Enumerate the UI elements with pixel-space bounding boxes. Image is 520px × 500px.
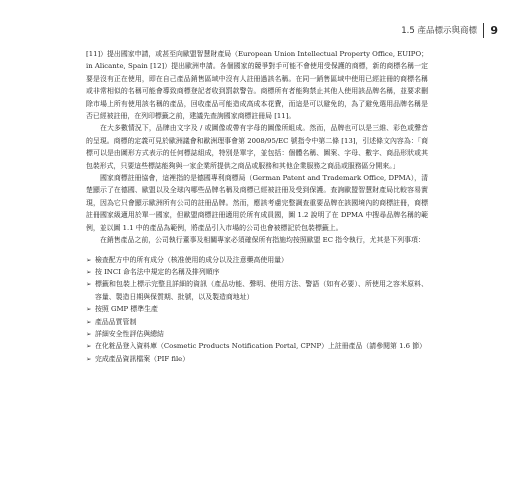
list-item-text: 詳細安全性評估與總結 (95, 329, 164, 338)
arrow-bullet-icon: ➢ (86, 255, 92, 264)
paragraph-4: 在銷售產品之前，公司執行董事及相關專家必須確保所有指施均按照歐盟 EC 指令執行，尤其是下列事項： (100, 236, 425, 245)
list-item (86, 340, 428, 352)
requirements-checklist (86, 254, 428, 366)
list-item-text: 完成產品資訊檔案（PIF file） (95, 354, 190, 363)
header-divider (483, 23, 484, 38)
list-item (86, 254, 428, 266)
list-item (86, 328, 428, 340)
list-item-text: 產品品質管制 (95, 317, 137, 326)
arrow-bullet-icon: ➢ (86, 342, 92, 351)
paragraph-1: [11]）提出國家申請，或甚至向歐盟智慧財產局（European Union Intellectual Property Office, EUIPO；in Alicante, Spain [12]）提出歐洲申請。各個國家的競爭對手可能不會使用受保護的商標，新的商標名稱一定要是沒有正在使用，即在自己產品銷售區域中沒有人註冊過該名稱。在同一銷售區域中使用已經註冊的商標名稱或非常相似的名稱可能會導致商標登記者收到罰款警告。商標所有者能夠禁止其他人使用該品牌名稱，並要求刪除市場上所有使用該名稱的產品，回收產品可能造成高成本花費，而這是可以避免的，為了避免選用品牌名稱是否已經被註冊，在列印標籤之前，建議先查詢國家商標註冊局 [11]。 (86, 50, 428, 121)
arrow-bullet-icon: ➢ (86, 329, 92, 338)
arrow-bullet-icon: ➢ (86, 267, 92, 276)
running-header (401, 20, 498, 40)
arrow-bullet-icon: ➢ (86, 354, 92, 363)
list-item-text: 按 INCI 命名法中規定的名稱及排列順序 (95, 267, 220, 276)
list-item (86, 278, 428, 303)
paragraph-3: 國家商標註冊協會，這裡指的是德國專利商標局（German Patent and Trademark Office, DPMA），清楚顯示了在德國、歐盟以及全球內哪些品牌名稱及商標已經被註冊及受到保護。查詢歐盟智慧財產局比較容易實現，因為它只會顯示歐洲所有公司的註冊品牌。然而，應該考慮完整調查重要品牌在該國境內的商標註冊，商標註冊國家級適用於單一國家，但歐盟商標註冊適用於所有成員國，圖 1.2 說明了在 DPMA 中搜尋品牌名稱的範例，並以圖 1.1 中的產品為範例，將產品引入市場的公司也會被標記於包裝標籤上。 (86, 174, 428, 232)
section-title: 1.5 產品標示與商標 (401, 26, 477, 36)
list-item (86, 266, 428, 278)
paragraph-2: 在大多數情況下，品牌由文字及 / 或圖像或帶有字母的圖像所組成。然而，品牌也可以是三維、彩色或聲音的呈現。商標的定義可見於歐洲議會和歐洲理事會第 2008/95/EC 號指令中第二條 [13]，引述條文內容為：「商標可以是由圖形方式表示的任何標誌組成，特別是單字，並包括：個體名稱、圖案、字母、數字、商品形狀或其包裝形式，只要這些標誌能夠與一家企業所提供之商品或服務和其他企業服務之商品或服務區分開來。」 (86, 124, 428, 170)
list-item-text: 標籤和包裝上標示完整且詳細的資訊（產品功能、聲明、使用方法、警語（如有必要）、所使用之容米原料、容量、製造日期與保質期、批號，以及製造商地址） (95, 280, 428, 301)
arrow-bullet-icon: ➢ (86, 280, 92, 289)
list-item-text: 按照 GMP 標準生產 (95, 305, 158, 314)
list-item (86, 303, 428, 315)
list-item (86, 353, 428, 365)
page-number: 9 (490, 23, 498, 37)
arrow-bullet-icon: ➢ (86, 305, 92, 314)
list-item-text: 在化粧品登入資料庫（Cosmetic Products Notification Portal, CPNP）上註冊產品（請參閱第 1.6 節） (95, 342, 426, 351)
arrow-bullet-icon: ➢ (86, 317, 92, 326)
list-item-text: 檢查配方中的所有成分（核准使用的成分以及注意藥高使用量） (95, 255, 288, 264)
body-text (86, 48, 428, 365)
list-item (86, 316, 428, 328)
